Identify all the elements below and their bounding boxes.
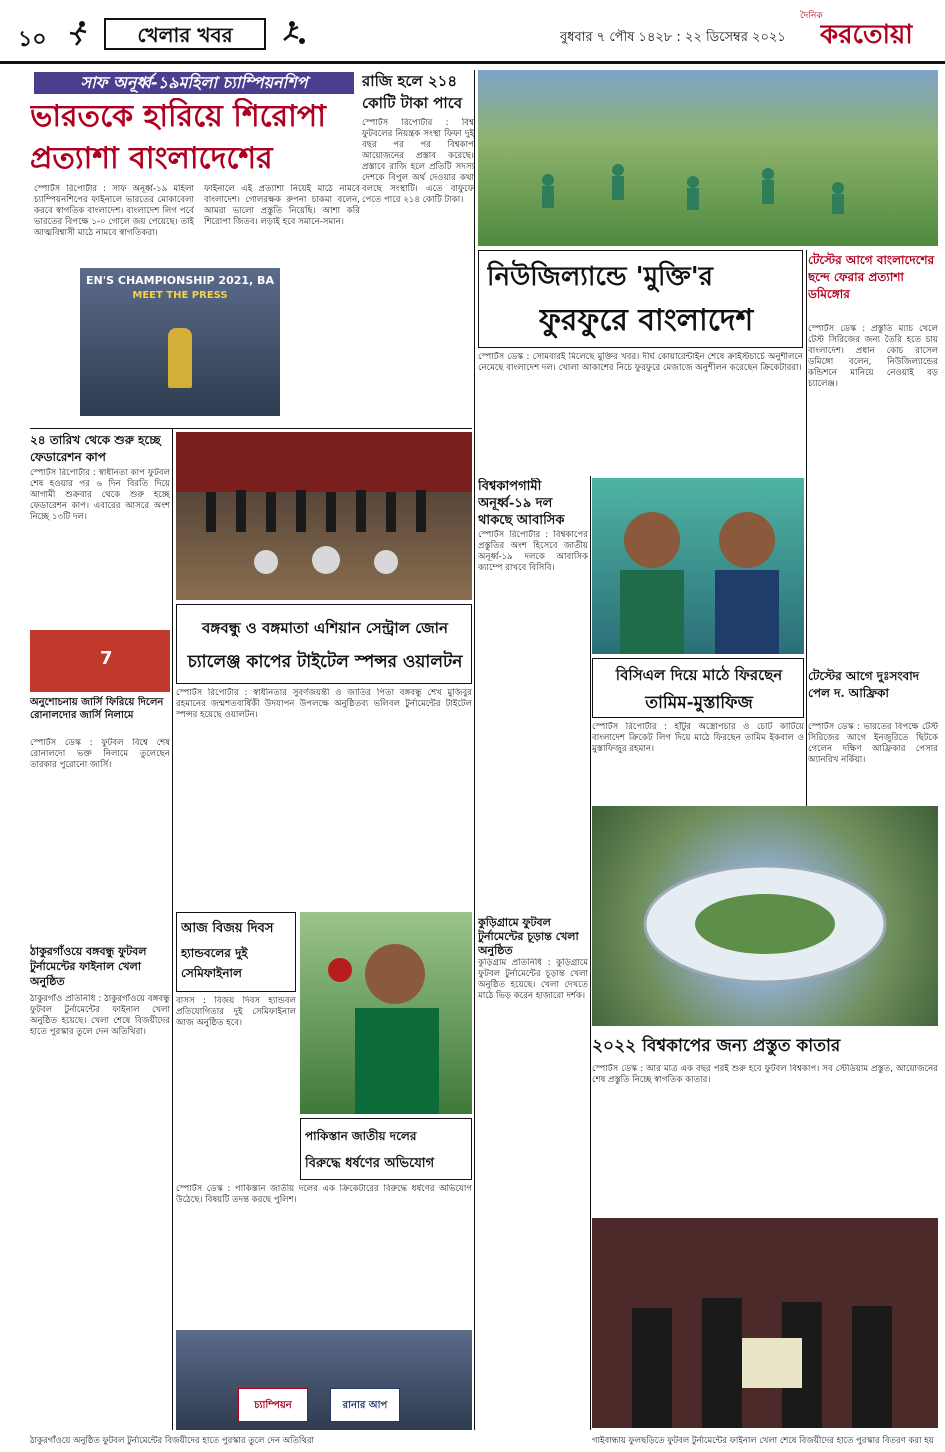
- volleyball-body: স্পোর্টস রিপোর্টার : স্বাধীনতার সুবর্ণজয়ন্তী ও জাতির পিতা বঙ্গবন্ধু শেখ মুজিবুর রহমানের জন্মশতবার্ষিকী উদযাপন উপলক্ষে অনুষ্ঠিতব্য ভলিবল টুর্নামেন্টের টাইটেল স্পন্সর হয়েছে ওয়ালটন।: [176, 688, 472, 720]
- pakistan-headline-box: [300, 1118, 472, 1180]
- volleyball-headline-1: বঙ্গবন্ধু ও বঙ্গমাতা এশিয়ান সেন্ট্রাল জোন: [202, 619, 448, 637]
- lead-body: স্পোর্টস রিপোর্টার : সাফ অনূর্ধ্ব-১৯ মহিলা চ্যাম্পিয়নশিপের ফাইনালে ভারতের মোকাবেলা করবে স্বাগতিক বাংলাদেশ। বাংলাদেশ লিগ পর্বে ভারতের বিপক্ষে ১-০ গোলে জয় পেয়েছে। তাই আত্মবিশ্বাসী মাঠে নামবে স্বাগতিকরা।: [34, 184, 194, 238]
- bafuf-headline: রাজি হলে ২১৪ কোটি টাকা পাবে: [362, 72, 463, 112]
- u19-headline: বিশ্বকাপগামী অনূর্ধ্ব-১৯ দল থাকছে আবাসিক: [478, 479, 565, 528]
- qatar-headline: ২০২২ বিশ্বকাপের জন্য প্রস্তুত কাতার: [592, 1036, 841, 1056]
- pakistan-headline-2: বিরুদ্ধে ধর্ষণের অভিযোগ: [305, 1156, 435, 1171]
- nz-headline-box: [478, 250, 803, 348]
- bcl-headline-2: তামিম-মুস্তাফিজ: [645, 693, 753, 713]
- volleyball-headline-2: চ্যালেঞ্জ কাপের টাইটেল স্পন্সর ওয়ালটন: [187, 652, 463, 672]
- section-title: খেলার খবর: [104, 18, 266, 50]
- column-rule: [172, 428, 173, 1430]
- pakistan-headline-1: পাকিস্তান জাতীয় দলের: [305, 1129, 417, 1143]
- runner-icon: [64, 20, 94, 46]
- lead-banner: সাফ অনূর্ধ্ব-১৯মহিলা চ্যাম্পিয়নশিপ: [34, 72, 354, 94]
- fulchhari-prize-photo: [592, 1218, 938, 1428]
- nz-headline-1: নিউজিল্যান্ডে 'মুক্তি'র: [487, 262, 713, 292]
- page-number: ১০: [18, 27, 47, 52]
- u19-body: স্পোর্টস রিপোর্টার : বিশ্বকাপের প্রস্তুতির অংশ হিসেবে জাতীয় অনূর্ধ্ব-১৯ দলকে আবাসিক ক্যাম্পে রাখবে বিসিবি।: [478, 530, 588, 573]
- kicker-icon: [280, 20, 306, 46]
- kurigram-headline: কুড়িগ্রামে ফুটবল টুর্নামেন্টের চূড়ান্ত খেলা অনুষ্ঠিত: [478, 916, 579, 956]
- trophy-shape: [168, 328, 192, 388]
- bafuf-body: স্পোর্টস রিপোর্টার : বিশ্ব ফুটবলের নিয়ন্ত্রক সংস্থা ফিফা দুই বছর পর পর বিশ্বকাপ আয়োজনের প্রস্তাব করেছে। প্রস্তাবে রাজি হলে প্রতিটি সদস্য দেশকে বিপুল অর্থ দেওয়ার কথা বলছে সংস্থাটি। এতে বাফুফে পেতে পারে ২১৪ কোটি টাকা।: [362, 118, 474, 205]
- pakistan-cricketer-photo: [300, 912, 472, 1114]
- volleyball-headline-box: [176, 604, 472, 684]
- stadium-photo: [592, 806, 938, 1026]
- test-right-headline: টেস্টের আগে বাংলাদেশের ছন্দে ফেরার প্রত্যাশা ডমিঙ্গোর: [808, 253, 935, 301]
- column-rule: [806, 250, 807, 806]
- handball-headline-1: আজ বিজয় দিবস: [181, 921, 274, 936]
- runner-up-banner: রানার আপ: [330, 1388, 400, 1422]
- masthead-small: দৈনিক: [800, 11, 823, 21]
- volleyball-event-photo: [176, 432, 472, 600]
- champion-banner: চ্যাম্পিয়ন: [238, 1388, 308, 1422]
- ronaldo-body: স্পোর্টস ডেস্ক : ফুটবল বিশ্বে শেষ রোনালদো ভক্ত নিলামে তুলেছেন তারকার পুরোনো জার্সি।: [30, 738, 170, 770]
- press-conference-photo: [80, 268, 280, 416]
- handball-body: বাসস : বিজয় দিবস হ্যান্ডবল প্রতিযোগিতার দুই সেমিফাইনাল আজ অনুষ্ঠিত হবে।: [176, 996, 296, 1028]
- caption-bottom-right: গাইবান্ধায় ফুলছড়িতে ফুটবল টুর্নামেন্টের ফাইনাল খেলা শেষে বিজয়ীদের হাতে পুরস্কার বিতরণ করা হয়: [592, 1436, 934, 1446]
- column-rule: [474, 70, 475, 1430]
- dateline: বুধবার ৭ পৌষ ১৪২৮ : ২২ ডিসেম্বর ২০২১: [560, 30, 786, 45]
- nz-body: স্পোর্টস ডেস্ক : সোমবারই মিলেছে মুক্তির খবর। দীর্ঘ কোয়ারেন্টাইন শেষে ক্রাইস্টচার্চে অনুশীলনে নেমেছে বাংলাদেশ দল। খোলা আকাশের নিচে ফুরফুরে মেজাজে অনুশীলন করেছেন ক্রিকেটাররা।: [478, 352, 803, 373]
- photo-banner-text: EN'S CHAMPIONSHIP 2021, BA: [86, 274, 274, 287]
- photo-sub-text: MEET THE PRESS: [132, 290, 228, 301]
- players-portrait-photo: [592, 478, 804, 654]
- lead-headline-2: প্রত্যাশা বাংলাদেশের: [30, 141, 273, 176]
- test-right-body: স্পোর্টস ডেস্ক : প্রস্তুতি ম্যাচ খেলে টেস্ট সিরিজের জন্য তৈরি হতে চায় বাংলাদেশ। প্রধান কোচ রাসেল ডমিঙ্গো বলেন, নিউজিল্যান্ডের কন্ডিশনে মানিয়ে নেওয়াই বড় চ্যালেঞ্জ।: [808, 324, 938, 389]
- caption-bottom-left: ঠাকুরগাঁওয়ে অনুষ্ঠিত ফুটবল টুর্নামেন্টের বিজয়ীদের হাতে পুরস্কার তুলে দেন অতিথিরা: [30, 1436, 314, 1446]
- lead-headline-1: ভারতকে হারিয়ে শিরোপা: [30, 99, 326, 134]
- jersey-number: 7: [100, 648, 113, 669]
- thakurgaon-headline: ঠাকুরগাঁওয়ে বঙ্গবন্ধু ফুটবল টুর্নামেন্টের ফাইনাল খেলা অনুষ্ঠিত: [30, 945, 147, 988]
- handball-headline-2: হ্যান্ডবলের দুই সেমিফাইনাল: [181, 946, 248, 980]
- africa-headline: টেস্টের আগে দুঃসংবাদ পেল দ. আফ্রিকা: [808, 669, 920, 700]
- column-rule: [590, 476, 591, 1430]
- jersey-photo: [30, 630, 170, 692]
- bcl-headline-1: বিসিএল দিয়ে মাঠে ফিরছেন: [615, 666, 783, 684]
- bcl-body: স্পোর্টস রিপোর্টার : হাঁটুর অস্ত্রোপচার ও চোট কাটিয়ে বাংলাদেশ ক্রিকেট লিগ দিয়ে মাঠে ফিরছেন তামিম ইকবাল ও মুস্তাফিজুর রহমান।: [592, 722, 804, 754]
- federation-body: স্পোর্টস রিপোর্টার : স্বাধীনতা কাপ ফুটবল শেষ হওয়ার পর ৬ দিন বিরতি দিয়ে আগামী শুক্রবার থেকে শুরু হচ্ছে ফেডারেশন কাপ। এবারের আসরে অংশ নিচ্ছে ১৩টি দল।: [30, 468, 170, 522]
- pakistan-body: স্পোর্টস ডেস্ক : পাকিস্তান জাতীয় দলের এক ক্রিকেটারের বিরুদ্ধে ধর্ষণের অভিযোগ উঠেছে। বিষয়টি তদন্ত করছে পুলিশ।: [176, 1184, 472, 1205]
- ronaldo-headline: অনুশোচনায় জার্সি ফিরিয়ে দিলেন রোনালদোর জার্সি নিলামে: [30, 697, 164, 721]
- nz-headline-2: ফুরফুরে বাংলাদেশ: [539, 303, 754, 338]
- thakurgaon-prize-photo: [176, 1330, 472, 1430]
- africa-body: স্পোর্টস ডেস্ক : ভারতের বিপক্ষে টেস্ট সিরিজের আগে ইনজুরিতে ছিটকে গেলেন দক্ষিণ আফ্রিকার পেসার অ্যানরিখ নর্কিয়া।: [808, 722, 938, 765]
- qatar-body: স্পোর্টস ডেস্ক : আর মাত্র এক বছর পরই শুরু হবে ফুটবল বিশ্বকাপ। সব স্টেডিয়াম প্রস্তুত, আয়োজনের শেষ প্রস্তুতি নিচ্ছে স্বাগতিক কাতার।: [592, 1064, 938, 1085]
- thakurgaon-body: ঠাকুরগাঁও প্রতিনিধি : ঠাকুরগাঁওয়ে বঙ্গবন্ধু ফুটবল টুর্নামেন্টের ফাইনাল খেলা অনুষ্ঠিত হয়েছে। খেলা শেষে বিজয়ীদের হাতে পুরস্কার তুলে দেন অতিথিরা।: [30, 994, 170, 1037]
- bcl-headline-box: [592, 658, 804, 718]
- federation-headline: ২৪ তারিখ থেকে শুরু হচ্ছে ফেডারেশন কাপ: [30, 433, 161, 464]
- lead-body-2: ফাইনালে এই প্রত্যাশা নিয়েই মাঠে নামবে বাংলাদেশ। গোলরক্ষক রুপনা চাকমা বলেন, আমরা ভালো প্রস্তুতি নিয়েছি। আশা করি শিরোপা জিতব। লড়াই হবে সমানে-সমান।: [204, 184, 360, 227]
- training-photo: [478, 70, 938, 246]
- handball-headline-box: [176, 912, 296, 992]
- masthead: করতোয়া: [820, 20, 913, 50]
- page-header: [0, 0, 945, 64]
- kurigram-body: কুড়িগ্রাম প্রতিনিধি : কুড়িগ্রামে ফুটবল টুর্নামেন্টের চূড়ান্ত খেলা অনুষ্ঠিত হয়েছে। খেলা দেখতে মাঠে ভিড় করেন হাজারো দর্শক।: [478, 958, 588, 1001]
- row-rule: [30, 428, 472, 429]
